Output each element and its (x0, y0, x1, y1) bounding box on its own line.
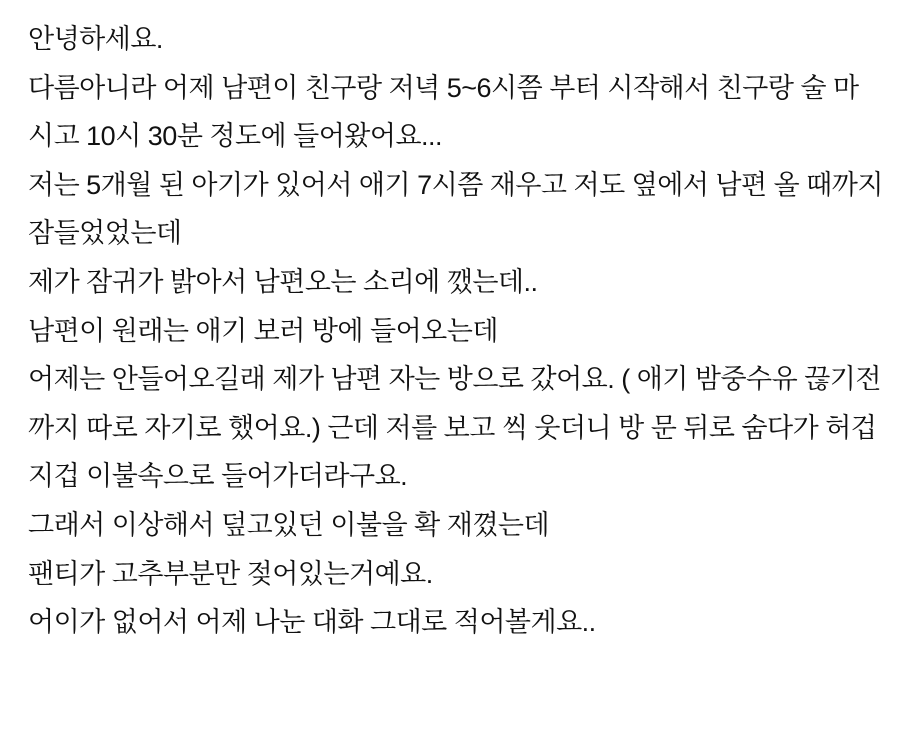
text-line: 잠들었었는데 (28, 218, 182, 249)
text-line: 남편이 원래는 애기 보러 방에 들어오는데 (28, 315, 498, 346)
text-line: 까지 따로 자기로 했어요.) 근데 저를 보고 씩 웃더니 방 문 뒤로 숨다가 허겁 (28, 412, 877, 443)
text-line: 지겁 이불속으로 들어가더라구요. (28, 461, 408, 492)
text-line: 시고 10시 30분 정도에 들어왔어요... (28, 121, 443, 152)
text-line: 어이가 없어서 어제 나눈 대화 그대로 적어볼게요.. (28, 607, 596, 638)
text-line: 어제는 안들어오길래 제가 남편 자는 방으로 갔어요. ( 애기 밤중수유 끊기전 (28, 364, 881, 395)
text-line: 다름아니라 어제 남편이 친구랑 저녁 5~6시쯤 부터 시작해서 친구랑 술 마 (28, 72, 859, 103)
text-line: 팬티가 고추부분만 젖어있는거예요. (28, 558, 433, 589)
text-line: 제가 잠귀가 밝아서 남편오는 소리에 깼는데.. (28, 266, 538, 297)
text-line: 안녕하세요. (28, 24, 163, 54)
text-line: 그래서 이상해서 덮고있던 이불을 확 재꼈는데 (28, 509, 550, 540)
text-line: 저는 5개월 된 아기가 있어서 애기 7시쯤 재우고 저도 옆에서 남편 올 때까지 (28, 169, 883, 200)
